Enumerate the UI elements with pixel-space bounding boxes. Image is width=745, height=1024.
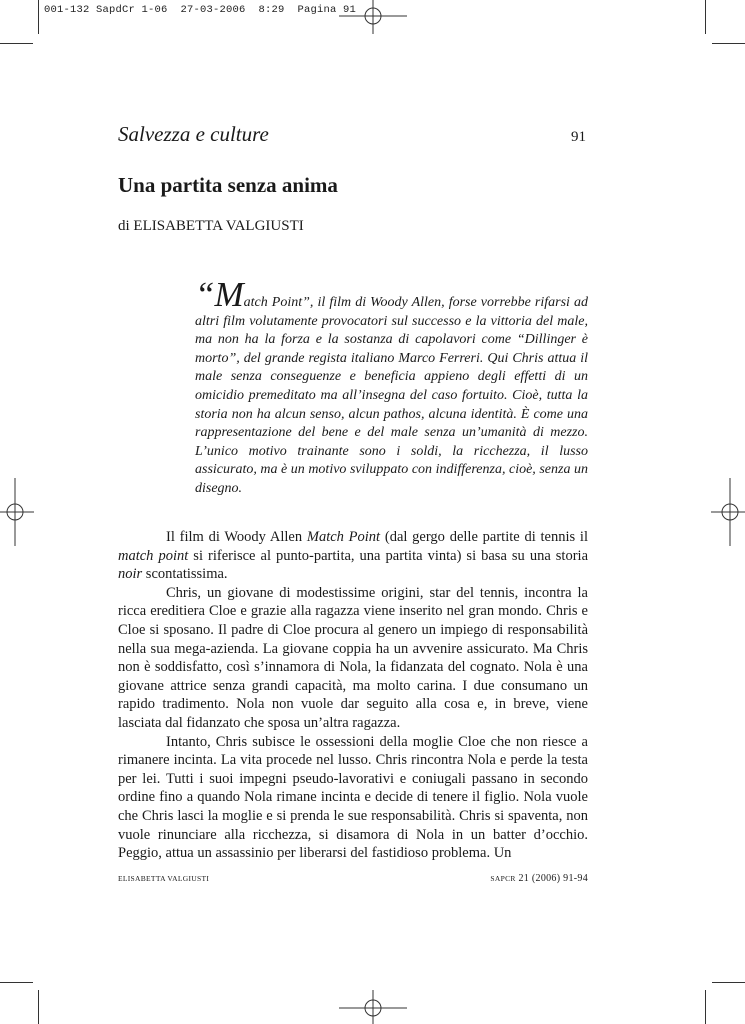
crop-mark-top-right-vertical xyxy=(705,0,706,34)
footer-citation xyxy=(490,873,588,884)
byline xyxy=(118,218,304,235)
crop-mark-top-right-horizontal xyxy=(712,43,745,44)
registration-mark-right xyxy=(711,478,745,546)
crop-mark-bottom-right-vertical xyxy=(705,990,706,1024)
paragraph-1 xyxy=(118,528,588,584)
registration-mark-top xyxy=(339,0,407,34)
term-match-point: match point xyxy=(118,547,189,564)
crop-mark-bottom-left-vertical xyxy=(38,990,39,1024)
footer-author-text: ELISABETTA VALGIUSTI xyxy=(118,874,210,883)
abstract xyxy=(195,275,588,499)
author-name: ELISABETTA VALGIUSTI xyxy=(133,218,304,234)
paragraph-3: Intanto, Chris subisce le ossessioni della moglie Cloe che non riesce a rimanere incinta. La vita procede nel lusso. Chris rincontra Nola e perde la testa per lei. Tutti i suoi impegni pseudo-lavorativi e coniugali passano in secondo ordine fino a quando Nola rimane incinta e decide di tenere il figlio. Nola vuole che Chris lasci la moglie e si prenda le sue responsabilità. Chris si spaventa, non vuole rinunciare alla ricchezza, si disamora di Nola in un batter d’occhio. Peggio, attua un assassinio per liberarsi del fastidioso problema. Un xyxy=(118,733,588,862)
footer-issue: 21 (2006) 91-94 xyxy=(518,873,588,884)
registration-mark-left xyxy=(0,478,34,546)
paragraph-1-text-b: (dal gergo delle partite di tennis il xyxy=(380,529,588,545)
crop-mark-bottom-right-horizontal xyxy=(712,982,745,983)
page-number: 91 xyxy=(571,129,586,145)
crop-mark-bottom-left-horizontal xyxy=(0,982,33,983)
crop-mark-top-left-horizontal xyxy=(0,43,33,44)
registration-mark-bottom xyxy=(339,990,407,1024)
film-title: Match Point xyxy=(306,529,381,545)
paragraph-1-text-d: scontatissima. xyxy=(142,566,228,583)
crop-mark-top-left-vertical xyxy=(38,0,39,34)
abstract-drop-letter: M xyxy=(214,275,244,314)
term-noir: noir xyxy=(118,566,143,583)
section-title: Salvezza e culture xyxy=(118,122,269,146)
paragraph-2: Chris, un giovane di modestissime origini, star del tennis, incontra la ricca ereditiera Cloe e grazie alla ragazza viene inserito nel gran mondo. Chris e Cloe si sposano. Il padre di Cloe procura al genero un impiego di responsabilità nella sua mega-azienda. La giovane coppia ha un avvenire assicurato. Ma Chris non è soddisfatto, così s’innamora di Nola, la fidanzata del cognato. Nola è una giovane attrice senza grandi capacità, ma molto carina. I due consumano un rapido tradimento. Nola non vuole dar seguito alla cosa e, in breve, viene lasciata dal fidanzato che sposa un’altra ragazza. xyxy=(118,584,588,731)
byline-prefix: di xyxy=(118,218,130,234)
footer-journal: SAPCR xyxy=(490,874,516,883)
paragraph-1-text-c: si riferisce al punto-partita, una partita vinta) si basa su una storia xyxy=(188,547,589,564)
paragraph-1-text-a: Il film di Woody Allen xyxy=(166,529,307,545)
abstract-drop-quote: “ xyxy=(195,275,215,314)
page-footer xyxy=(118,873,588,884)
print-slug: 001-132 SapdCr 1-06 27-03-2006 8:29 Pagina 91 xyxy=(44,4,357,16)
footer-author xyxy=(118,873,209,884)
article-title: Una partita senza anima xyxy=(118,173,338,197)
abstract-text: atch Point”, il film di Woody Allen, forse vorrebbe rifarsi ad altri film volutamente provocatori sul successo e la vittoria del male, ma non ha la forza e la sostanza di capolavori come “Dillinger è morto”, del grande regista italiano Marco Ferreri. Qui Chris attua il male senza conseguenze e beneficia appieno degli effetti di un omicidio premeditato ma all’insegna del caso fortuito. Cioè, tutta la storia non ha alcun senso, alcun pathos, alcuna identità. È come una rappresentazione del bene e del male senza un’umanità di mezzo. L’unico motivo trainante sono i soldi, la ricchezza, il lusso assicurato, ma è un motivo sviluppato con indifferenza, cioè, senza un disegno. xyxy=(195,295,588,496)
body-text xyxy=(118,528,588,863)
running-head xyxy=(118,122,586,147)
